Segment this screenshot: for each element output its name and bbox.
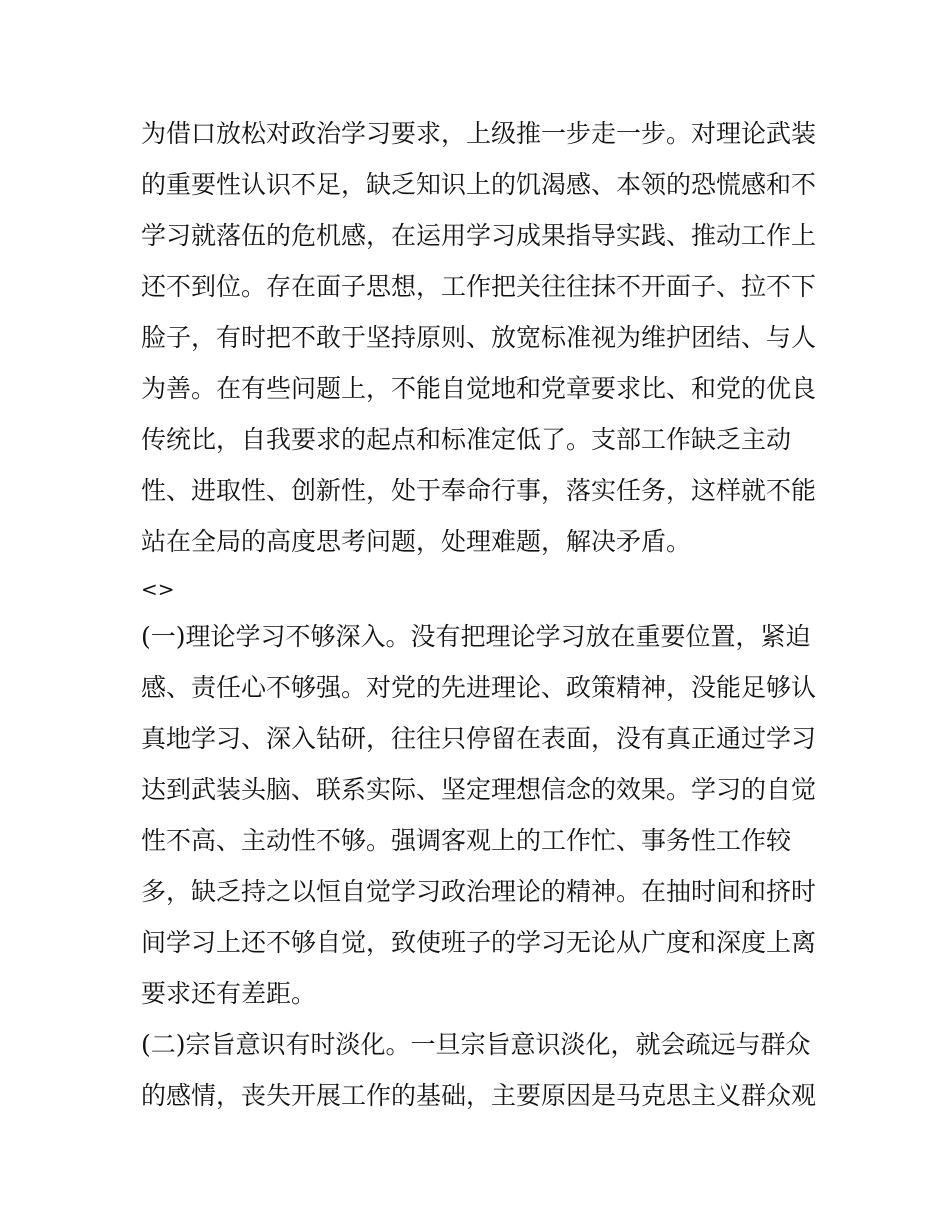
text-line: 为善。在有些问题上，不能自觉地和党章要求比、和党的优良 — [141, 374, 817, 403]
text-line: 间学习上还不够自觉，致使班子的学习无论从广度和深度上离 — [141, 928, 817, 957]
text-line: 性、进取性、创新性，处于奉命行事，落实任务，这样就不能 — [141, 476, 817, 505]
text-line: 脸子，有时把不敢于坚持原则、放宽标准视为维护团结、与人 — [141, 323, 817, 352]
text-line: 多，缺乏持之以恒自觉学习政治理论的精神。在抽时间和挤时 — [141, 877, 817, 906]
text-line: 的重要性认识不足，缺乏知识上的饥渴感、本领的恐慌感和不 — [141, 170, 817, 199]
section-marker: <> — [141, 577, 175, 601]
text-line: 传统比，自我要求的起点和标准定低了。支部工作缺乏主动 — [141, 425, 792, 454]
document-body — [141, 108, 821, 1121]
text-line: 站在全局的高度思考问题，处理难题，解决矛盾。 — [141, 527, 692, 556]
text-line: 感、责任心不够强。对党的先进理论、政策精神，没能足够认 — [141, 673, 817, 702]
text-line: 还不到位。存在面子思想，工作把关往往抹不开面子、拉不下 — [141, 272, 817, 301]
text-line: 的感情，丧失开展工作的基础，主要原因是马克思主义群众观 — [141, 1081, 817, 1110]
text-line: 真地学习、深入钻研，往往只停留在表面，没有真正通过学习 — [141, 724, 817, 753]
text-line: (一)理论学习不够深入。没有把理论学习放在重要位置，紧迫 — [141, 622, 811, 651]
text-line: 达到武装头脑、联系实际、坚定理想信念的效果。学习的自觉 — [141, 775, 817, 804]
text-line: 性不高、主动性不够。强调客观上的工作忙、事务性工作较 — [141, 826, 792, 855]
text-line: 要求还有差距。 — [141, 979, 317, 1008]
text-line: (二)宗旨意识有时淡化。一旦宗旨意识淡化，就会疏远与群众 — [141, 1030, 811, 1059]
text-line: 为借口放松对政治学习要求，上级推一步走一步。对理论武装 — [141, 119, 817, 148]
text-line: 学习就落伍的危机感，在运用学习成果指导实践、推动工作上 — [141, 221, 817, 250]
